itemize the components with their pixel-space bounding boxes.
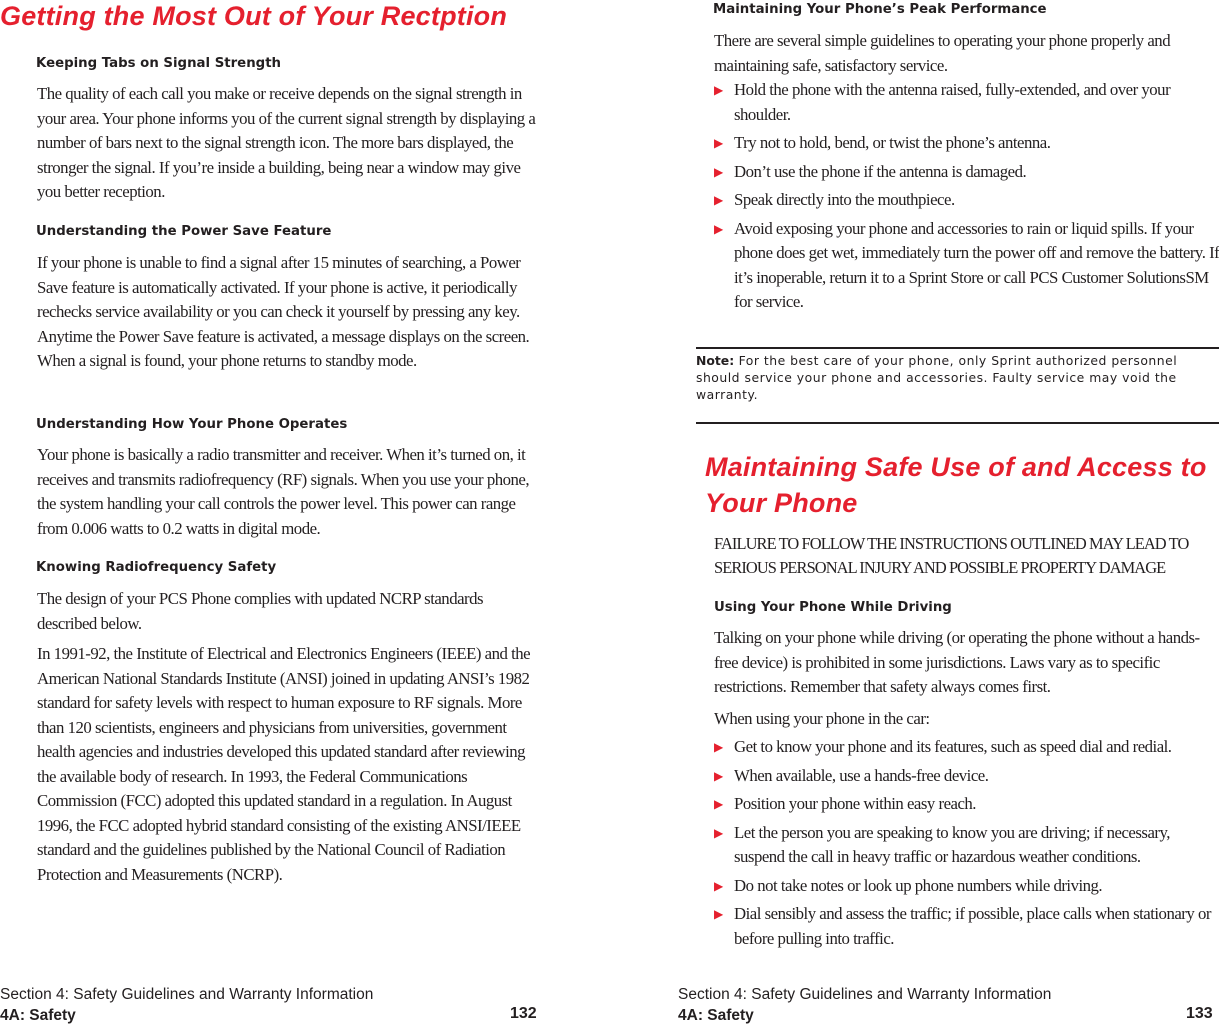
footer-tab-label: 4A: Safety <box>0 1007 76 1024</box>
note-top-rule <box>696 347 1219 349</box>
list-item <box>714 78 1219 127</box>
signal-strength-heading: Keeping Tabs on Signal Strength <box>36 56 282 71</box>
list-item-text: Position your phone within easy reach. <box>734 794 976 813</box>
bullet-arrow-icon: ▶ <box>714 878 723 893</box>
list-item <box>714 188 1219 213</box>
page-number: 133 <box>1186 1005 1213 1022</box>
bullet-arrow-icon: ▶ <box>714 768 723 783</box>
list-item-text: Let the person you are speaking to know you are driving; if necessary, suspend the call in heavy traffic or hazardous weather conditions. <box>734 822 1170 866</box>
note-text: For the best care of your phone, only Sprint authorized personnel should service your phone and accessories. Faulty service may void the warranty. <box>696 353 1178 402</box>
bullet-arrow-icon: ▶ <box>714 164 723 179</box>
list-item <box>714 902 1219 951</box>
section-title: Maintaining Safe Use of and Access to Your Phone <box>705 452 1207 518</box>
list-item-text: Get to know your phone and its features, such as speed dial and redial. <box>734 737 1172 756</box>
list-item <box>714 735 1219 760</box>
footer-tab-label: 4A: Safety <box>678 1007 754 1024</box>
bullet-arrow-icon: ▶ <box>714 797 723 811</box>
rf-safety-heading: Knowing Radiofrequency Safety <box>36 560 277 575</box>
peak-performance-intro: There are several simple guidelines to operating your phone properly and maintaining safe, satisfactory service. <box>714 31 1171 75</box>
right-page <box>678 0 1219 1026</box>
footer-section-label: Section 4: Safety Guidelines and Warranty Information <box>678 986 1052 1003</box>
bullet-arrow-icon: ▶ <box>714 740 723 754</box>
list-item-text: Avoid exposing your phone and accessories to rain or liquid spills. If your phone does get wet, immediately turn the power off and remove the battery. If it’s inoperable, return it to a Sprint Store or call PCS Customer SolutionsSM for service. <box>734 218 1219 311</box>
warning-paragraph: FAILURE TO FOLLOW THE INSTRUCTIONS OUTLINED MAY LEAD TO SERIOUS PERSONAL INJURY AND POSSIBLE PROPERTY DAMAGE <box>714 534 1189 577</box>
list-item <box>714 217 1219 315</box>
power-save-heading: Understanding the Power Save Feature <box>36 224 332 239</box>
bullet-arrow-icon: ▶ <box>714 907 723 921</box>
bullet-arrow-icon: ▶ <box>714 825 723 840</box>
phone-operates-heading: Understanding How Your Phone Operates <box>36 417 348 432</box>
list-item-text: Speak directly into the mouthpiece. <box>734 190 955 209</box>
power-save-paragraph: If your phone is unable to find a signal after 15 minutes of searching, a Power Save feature is automatically activated. If your phone is active, it periodically rechecks service availability or you can check it yourself by pressing any key. Anytime the Power Save feature is activated, a message displays on the screen. When a signal is found, your phone returns to standby mode. <box>37 253 530 370</box>
list-item <box>714 131 1219 156</box>
left-page <box>0 0 545 1026</box>
list-item <box>714 792 1219 817</box>
rf-safety-paragraph-1: The design of your PCS Phone complies with updated NCRP standards described below. <box>37 589 484 633</box>
signal-strength-paragraph: The quality of each call you make or receive depends on the signal strength in your area. Your phone informs you of the current signal strength by displaying a number of bars next to the signal strength icon. The more bars displayed, the stronger the signal. If you’re inside a building, being near a window may give you better reception. <box>37 84 536 201</box>
list-item-text: Hold the phone with the antenna raised, fully-extended, and over your shoulder. <box>734 80 1171 124</box>
list-item-text: Do not take notes or look up phone numbers while driving. <box>734 875 1103 895</box>
car-intro-paragraph: When using your phone in the car: <box>714 709 930 728</box>
list-item <box>714 160 1219 185</box>
list-item-text: Don’t use the phone if the antenna is damaged. <box>734 161 1027 181</box>
rf-safety-paragraph-2: In 1991-92, the Institute of Electrical and Electronics Engineers (IEEE) and the American National Standards Institute (ANSI) joined in updating ANSI’s 1982 standard for safety levels with respect to human exposure to RF signals. More than 120 scientists, engineers and physicians from universities, government health agencies and industries developed this updated standard after reviewing the available body of research. In 1993, the Federal Communications Commission (FCC) adopted this updated standard in a regulation. In August 1996, the FCC adopted hybrid standard consisting of the existing ANSI/IEEE standard and the guidelines published by the National Council of Radiation Protection and Measurements (NCRP). <box>37 644 531 884</box>
note-box <box>696 352 1218 403</box>
page-number: 132 <box>510 1005 537 1022</box>
peak-performance-heading: Maintaining Your Phone’s Peak Performance <box>713 2 1047 17</box>
list-item <box>714 874 1219 899</box>
driving-paragraph: Talking on your phone while driving (or operating the phone without a hands-free device) is prohibited in some jurisdictions. Laws vary as to specific restrictions. Remember that safety always comes first. <box>714 628 1200 696</box>
list-item-text: Try not to hold, bend, or twist the phone’s antenna. <box>734 133 1051 152</box>
driving-heading: Using Your Phone While Driving <box>714 600 952 615</box>
note-bottom-rule <box>696 422 1219 424</box>
bullet-arrow-icon: ▶ <box>714 193 723 207</box>
list-item-text: When available, use a hands-free device. <box>734 765 989 785</box>
performance-bullet-list <box>714 78 1219 315</box>
note-label: Note: <box>696 353 735 368</box>
footer-section-label: Section 4: Safety Guidelines and Warranty Information <box>0 986 374 1003</box>
page-title: Getting the Most Out of Your Rectption <box>0 1 508 31</box>
driving-bullet-list <box>714 735 1219 951</box>
bullet-arrow-icon: ▶ <box>714 83 723 97</box>
list-item <box>714 821 1219 870</box>
bullet-arrow-icon: ▶ <box>714 136 723 150</box>
list-item <box>714 764 1219 789</box>
bullet-arrow-icon: ▶ <box>714 221 723 236</box>
phone-operates-paragraph: Your phone is basically a radio transmitter and receiver. When it’s turned on, it receives and transmits radiofrequency (RF) signals. When you use your phone, the system handling your call controls the power level. This power can range from 0.006 watts to 0.2 watts in digital mode. <box>37 445 530 538</box>
list-item-text: Dial sensibly and assess the traffic; if possible, place calls when stationary or before pulling into traffic. <box>734 904 1211 948</box>
